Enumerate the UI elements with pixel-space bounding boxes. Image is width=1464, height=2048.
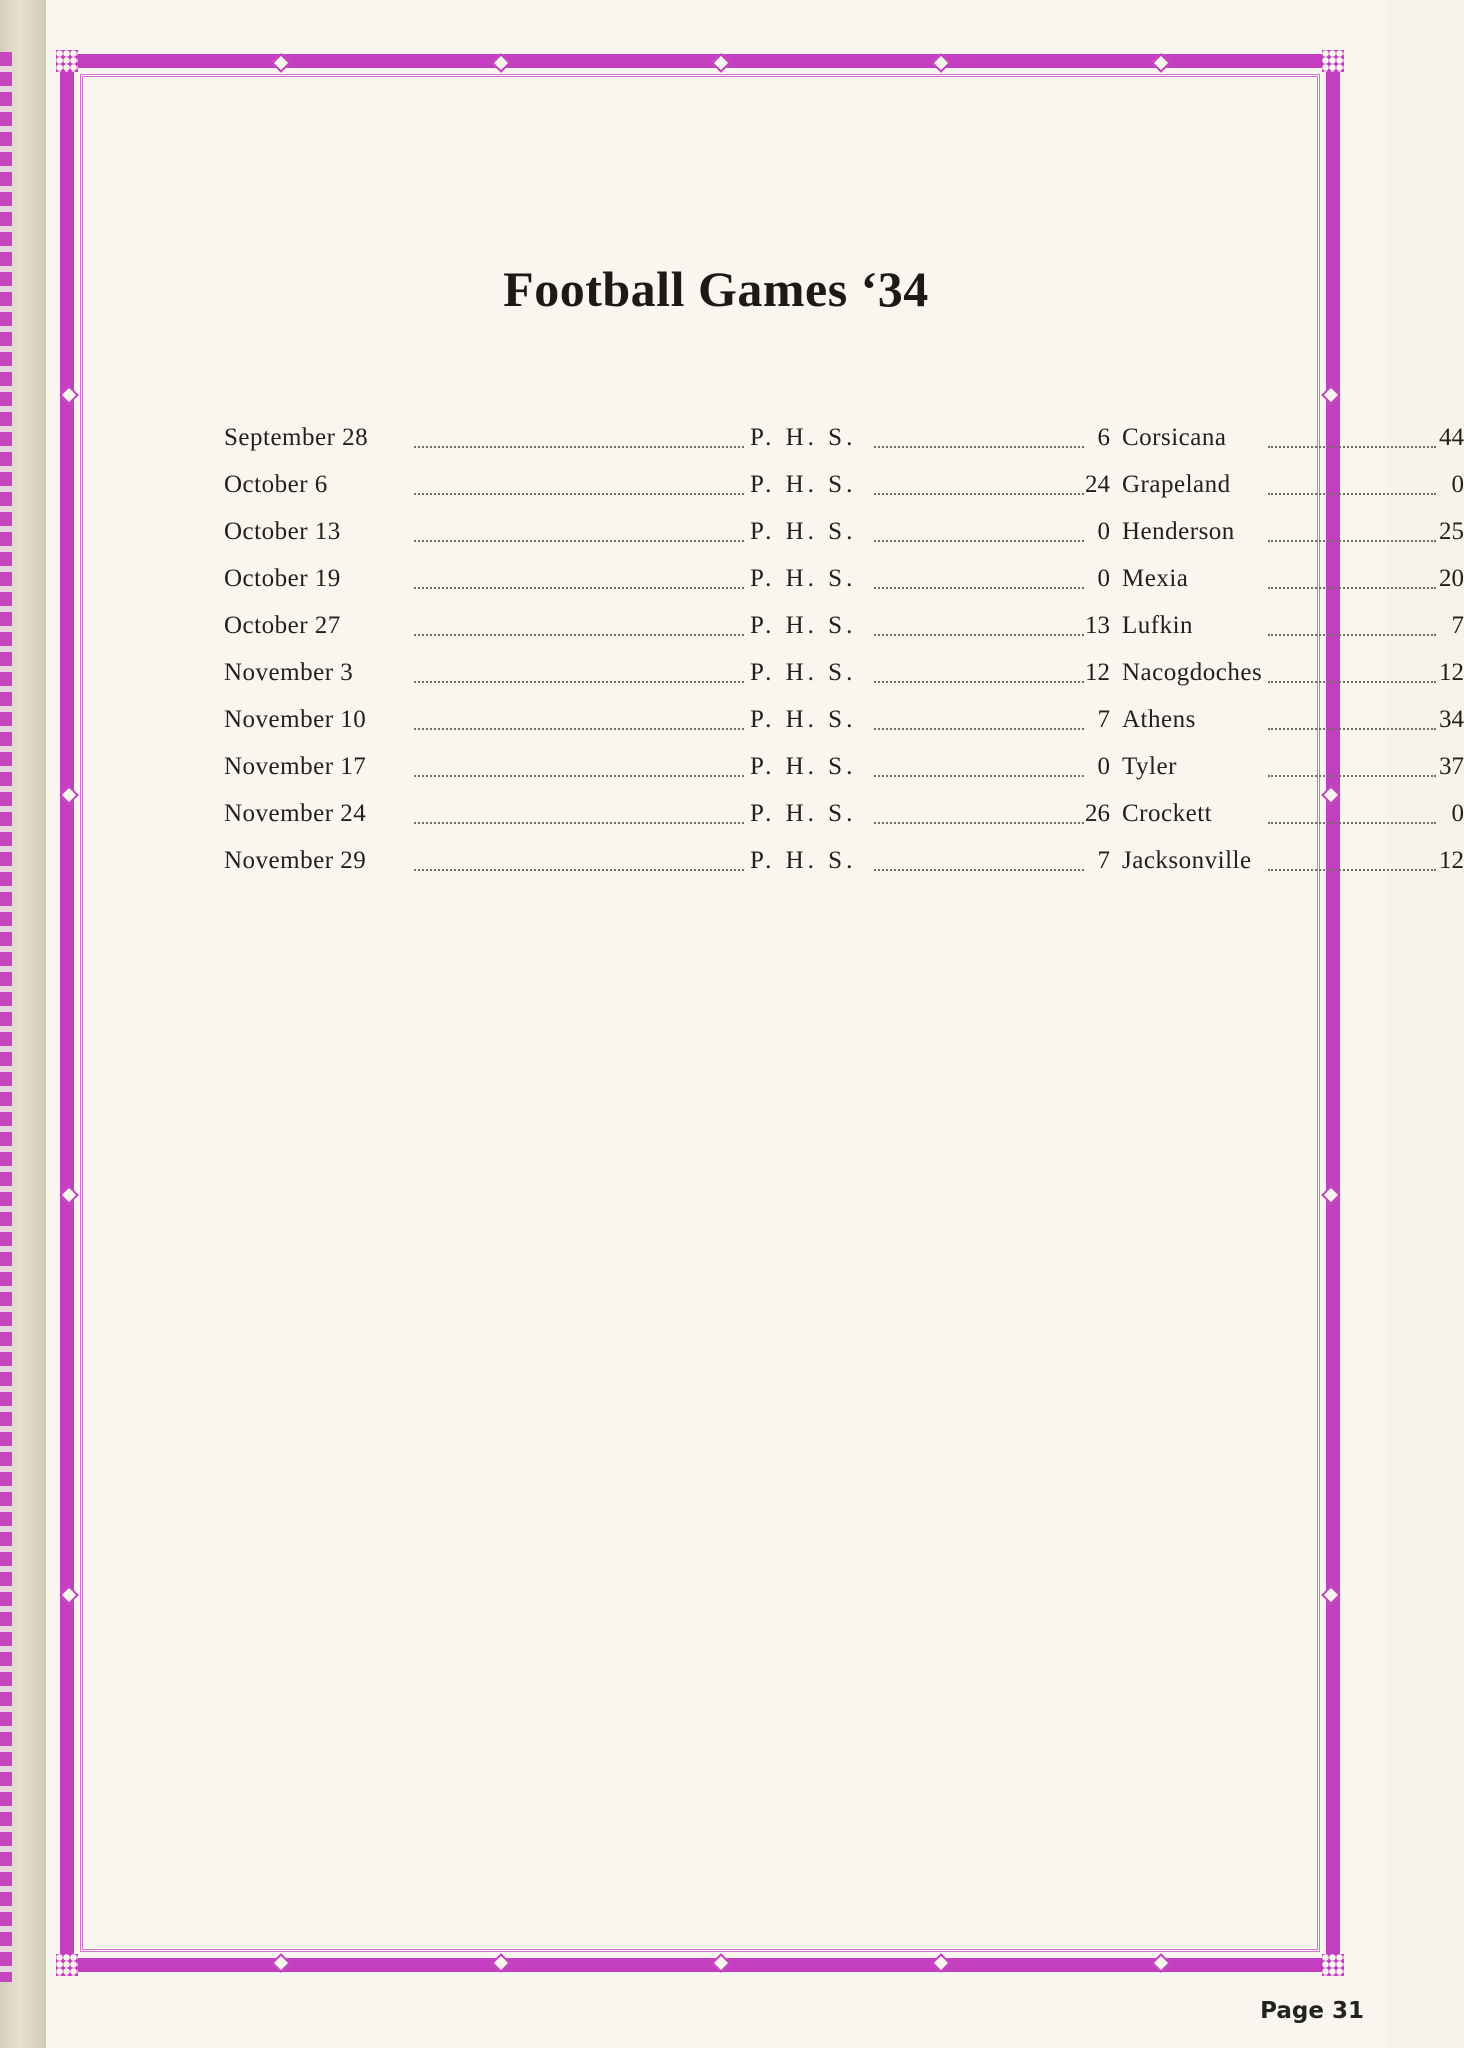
home-score: 26 bbox=[1085, 800, 1110, 827]
opponent-name: Tyler bbox=[1122, 753, 1177, 780]
opponent-score: 12 bbox=[1439, 847, 1464, 874]
decorative-inner-border bbox=[80, 74, 1320, 1952]
game-date: November 29 bbox=[224, 847, 367, 874]
opponent-score: 44 bbox=[1439, 424, 1464, 451]
opponent-name: Corsicana bbox=[1122, 424, 1227, 451]
dot-leader bbox=[874, 585, 1084, 589]
game-row bbox=[224, 563, 1464, 610]
game-date: November 17 bbox=[224, 753, 367, 780]
game-date: September 28 bbox=[224, 424, 369, 451]
opponent-name: Athens bbox=[1122, 706, 1196, 733]
game-row bbox=[224, 516, 1464, 563]
opponent-score: 12 bbox=[1439, 659, 1464, 686]
home-score: 13 bbox=[1085, 612, 1110, 639]
game-row bbox=[224, 704, 1464, 751]
game-row bbox=[224, 751, 1464, 798]
home-team: P. H. S. bbox=[750, 659, 857, 686]
home-score: 24 bbox=[1085, 471, 1110, 498]
border-ornament bbox=[1321, 385, 1341, 405]
opponent-name: Mexia bbox=[1122, 565, 1189, 592]
dot-leader bbox=[874, 538, 1084, 542]
home-team: P. H. S. bbox=[750, 612, 857, 639]
game-date: October 19 bbox=[224, 565, 341, 592]
home-team: P. H. S. bbox=[750, 471, 857, 498]
page-number: Page 31 bbox=[1260, 1998, 1364, 2024]
dot-leader bbox=[414, 444, 744, 448]
dot-leader bbox=[414, 679, 744, 683]
dot-leader bbox=[414, 585, 744, 589]
home-score: 0 bbox=[1097, 518, 1110, 545]
game-row bbox=[224, 610, 1464, 657]
border-ornament bbox=[59, 1585, 79, 1605]
dot-leader bbox=[414, 491, 744, 495]
border-ornament bbox=[1151, 1953, 1171, 1973]
border-ornament bbox=[1321, 785, 1341, 805]
opponent-score: 34 bbox=[1439, 706, 1464, 733]
dot-leader bbox=[874, 867, 1084, 871]
home-score: 0 bbox=[1097, 753, 1110, 780]
page-title: Football Games ‘34 bbox=[503, 260, 929, 317]
dot-leader bbox=[414, 538, 744, 542]
opponent-score: 0 bbox=[1451, 471, 1464, 498]
dot-leader bbox=[874, 632, 1084, 636]
home-team: P. H. S. bbox=[750, 847, 857, 874]
facing-page-border bbox=[0, 52, 12, 1982]
border-ornament bbox=[59, 1185, 79, 1205]
game-date: October 6 bbox=[224, 471, 328, 498]
dot-leader bbox=[414, 867, 744, 871]
home-score: 6 bbox=[1097, 424, 1110, 451]
home-team: P. H. S. bbox=[750, 800, 857, 827]
dot-leader bbox=[874, 491, 1084, 495]
border-ornament bbox=[1321, 1585, 1341, 1605]
home-team: P. H. S. bbox=[750, 565, 857, 592]
opponent-name: Jacksonville bbox=[1122, 847, 1252, 874]
border-ornament bbox=[491, 1953, 511, 1973]
border-corner-ornament bbox=[56, 50, 78, 72]
border-ornament bbox=[271, 53, 291, 73]
game-date: October 13 bbox=[224, 518, 341, 545]
opponent-score: 25 bbox=[1439, 518, 1464, 545]
game-row bbox=[224, 422, 1464, 469]
opponent-name: Henderson bbox=[1122, 518, 1235, 545]
dot-leader bbox=[414, 820, 744, 824]
opponent-name: Nacogdoches bbox=[1122, 659, 1263, 686]
border-corner-ornament bbox=[1322, 1954, 1344, 1976]
home-score: 12 bbox=[1085, 659, 1110, 686]
football-results-table bbox=[224, 422, 1464, 892]
dot-leader bbox=[874, 773, 1084, 777]
home-score: 7 bbox=[1097, 847, 1110, 874]
dot-leader bbox=[874, 444, 1084, 448]
home-score: 7 bbox=[1097, 706, 1110, 733]
opponent-name: Crockett bbox=[1122, 800, 1213, 827]
dot-leader bbox=[874, 679, 1084, 683]
border-corner-ornament bbox=[1322, 50, 1344, 72]
dot-leader bbox=[414, 632, 744, 636]
opponent-score: 7 bbox=[1451, 612, 1464, 639]
border-ornament bbox=[931, 1953, 951, 1973]
game-date: October 27 bbox=[224, 612, 341, 639]
border-ornament bbox=[711, 1953, 731, 1973]
game-row bbox=[224, 657, 1464, 704]
opponent-score: 20 bbox=[1439, 565, 1464, 592]
border-ornament bbox=[491, 53, 511, 73]
dot-leader bbox=[874, 820, 1084, 824]
opponent-score: 0 bbox=[1451, 800, 1464, 827]
border-ornament bbox=[1151, 53, 1171, 73]
home-score: 0 bbox=[1097, 565, 1110, 592]
border-corner-ornament bbox=[56, 1954, 78, 1976]
game-date: November 3 bbox=[224, 659, 354, 686]
decorative-border bbox=[60, 54, 1340, 1972]
home-team: P. H. S. bbox=[750, 424, 857, 451]
border-ornament bbox=[711, 53, 731, 73]
border-ornament bbox=[931, 53, 951, 73]
dot-leader bbox=[414, 773, 744, 777]
dot-leader bbox=[414, 726, 744, 730]
home-team: P. H. S. bbox=[750, 518, 857, 545]
yearbook-page bbox=[46, 0, 1464, 2048]
border-ornament bbox=[59, 385, 79, 405]
home-team: P. H. S. bbox=[750, 706, 857, 733]
game-row bbox=[224, 469, 1464, 516]
opponent-name: Lufkin bbox=[1122, 612, 1194, 639]
border-ornament bbox=[271, 1953, 291, 1973]
game-date: November 24 bbox=[224, 800, 367, 827]
game-row bbox=[224, 845, 1464, 892]
game-date: November 10 bbox=[224, 706, 367, 733]
dot-leader bbox=[874, 726, 1084, 730]
border-ornament bbox=[1321, 1185, 1341, 1205]
opponent-name: Grapeland bbox=[1122, 471, 1231, 498]
home-team: P. H. S. bbox=[750, 753, 857, 780]
opponent-score: 37 bbox=[1439, 753, 1464, 780]
game-row bbox=[224, 798, 1464, 845]
border-ornament bbox=[59, 785, 79, 805]
